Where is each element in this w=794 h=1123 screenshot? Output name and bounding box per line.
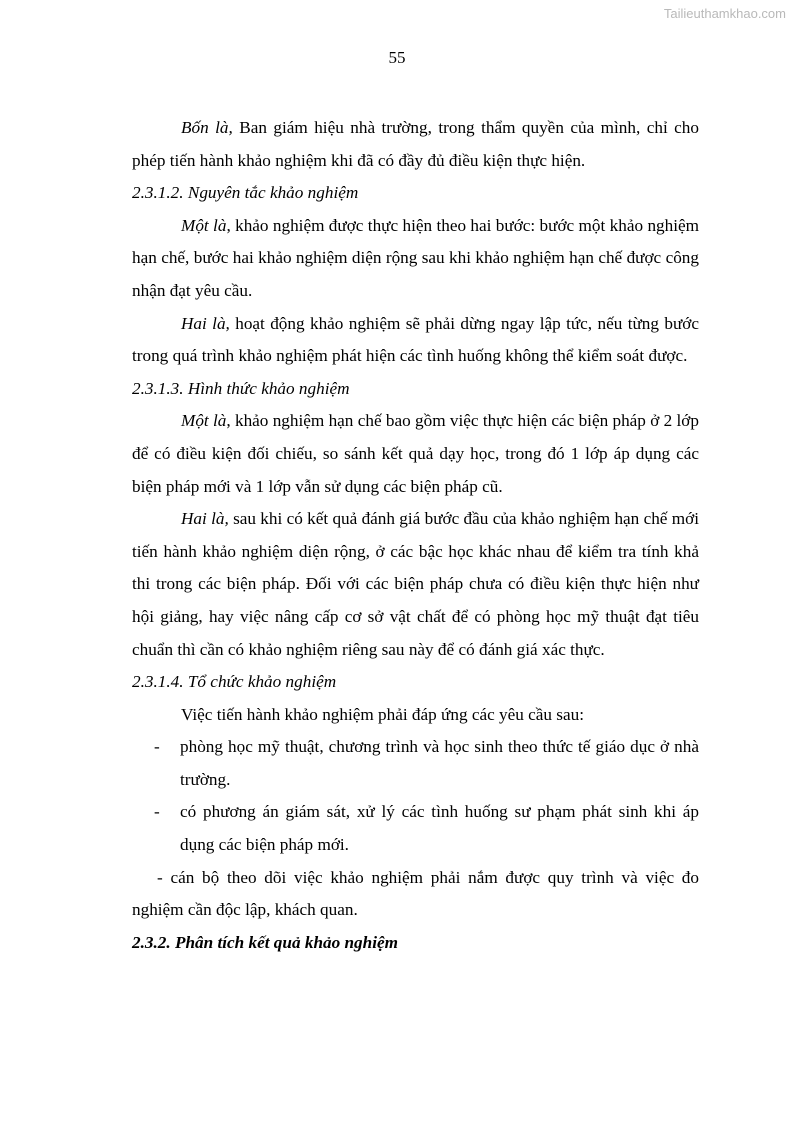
section-heading-2-3-1-3: 2.3.1.3. Hình thức khảo nghiệm xyxy=(132,378,350,398)
list-dash: - xyxy=(154,802,160,822)
paragraph-hai-la-2 xyxy=(132,503,699,666)
lead-in: Một là xyxy=(181,411,227,431)
lead-in: Hai là, xyxy=(181,509,229,529)
lead-in: Hai là, xyxy=(181,313,230,333)
document-body xyxy=(132,112,699,959)
paragraph-mot-la-2 xyxy=(132,405,699,503)
list-dash: - xyxy=(154,737,160,757)
lead-in: Bốn là, xyxy=(181,118,233,137)
section-heading-2-3-1-2: 2.3.1.2. Nguyên tắc khảo nghiệm xyxy=(132,183,359,203)
lead-in: Một là xyxy=(181,215,227,235)
list-item-text: có phương án giám sát, xử lý các tình huống sư phạm phát sinh khi áp dụng các biện pháp mới. xyxy=(180,802,699,855)
section-heading-2-3-1-4: 2.3.1.4. Tổ chức khảo nghiệm xyxy=(132,672,337,692)
paragraph-text: Ban giám hiệu nhà trường, trong thẩm quyền của mình, chỉ cho phép tiến hành khảo nghiệm khi đã có đầy đủ điều kiện thực hiện. xyxy=(132,118,699,170)
page-number: 55 xyxy=(388,48,406,67)
paragraph-text: sau khi có kết quả đánh giá bước đầu của khảo nghiệm hạn chế mới tiến hành khảo nghiệm diện rộng, ở các bậc học khác nhau để kiểm tra tính khả thi trong các biện pháp. Đối với các biện pháp chưa có điều kiện thực hiện như hội giảng, hay việc nâng cấp cơ sở vật chất để có phòng học mỹ thuật đạt tiêu chuẩn thì cần có khảo nghiệm riêng sau này để có đánh giá xác thực. xyxy=(132,509,699,659)
paragraph-bon-la xyxy=(132,112,699,177)
section-heading-2-3-2: 2.3.2. Phân tích kết quả khảo nghiệm xyxy=(132,932,398,952)
list-item xyxy=(132,731,699,796)
paragraph-text: hoạt động khảo nghiệm sẽ phải dừng ngay lập tức, nếu từng bước trong quá trình khảo nghiệm phát hiện các tình huống không thể kiểm soát được. xyxy=(132,313,699,366)
list-item xyxy=(132,796,699,861)
paragraph-mot-la-1 xyxy=(132,210,699,308)
watermark: Tailieuthamkhao.com xyxy=(663,6,786,21)
paragraph-can-bo: - cán bộ theo dõi việc khảo nghiệm phải nắm được quy trình và việc đo nghiệm cần độc lập, khách quan. xyxy=(132,867,699,920)
paragraph-text: , khảo nghiệm được thực hiện theo hai bước: bước một khảo nghiệm hạn chế, bước hai khảo nghiệm diện rộng sau khi khảo nghiệm hạn chế được công nhận đạt yêu cầu. xyxy=(132,215,699,300)
list-item-text: phòng học mỹ thuật, chương trình và học sinh theo thức tế giáo dục ở nhà trường. xyxy=(180,737,699,789)
paragraph-requirements-intro: Việc tiến hành khảo nghiệm phải đáp ứng các yêu cầu sau: xyxy=(181,704,584,724)
paragraph-text: , khảo nghiệm hạn chế bao gồm việc thực hiện các biện pháp ở 2 lớp để có điều kiện đối chiếu, so sánh kết quả dạy học, trong đó 1 lớp áp dụng các biện pháp mới và 1 lớp vẫn sử dụng các biện pháp cũ. xyxy=(132,411,699,496)
paragraph-hai-la-1 xyxy=(132,308,699,373)
